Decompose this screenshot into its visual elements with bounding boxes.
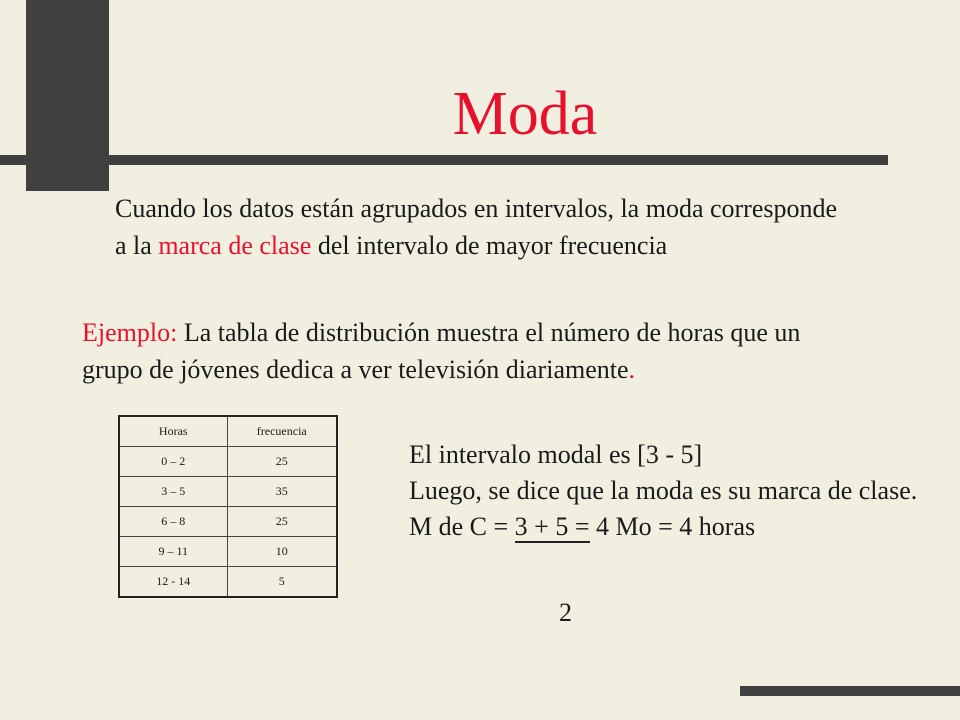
formula-prefix: M de C = bbox=[409, 512, 515, 541]
intro-text-start: Cuando los datos están agrupados en intervalos, la moda corresponde a la bbox=[115, 194, 838, 260]
decorative-rule bbox=[0, 155, 888, 165]
slide-title: Moda bbox=[452, 80, 598, 148]
intro-text-end: del intervalo de mayor frecuencia bbox=[311, 231, 668, 260]
table-cell-frecuencia: 5 bbox=[227, 567, 337, 598]
result-line-modal-interval: El intervalo modal es [3 - 5] bbox=[409, 440, 703, 469]
example-paragraph bbox=[82, 314, 862, 388]
decorative-corner-rule bbox=[740, 686, 960, 696]
table-cell-horas: 6 – 8 bbox=[119, 507, 227, 537]
distribution-table bbox=[118, 415, 338, 598]
header-frecuencia: frecuencia bbox=[227, 416, 337, 447]
intro-paragraph bbox=[115, 190, 855, 264]
table-cell-frecuencia: 25 bbox=[227, 447, 337, 477]
table-cell-horas: 12 - 14 bbox=[119, 567, 227, 598]
formula-numerator: 3 + 5 = bbox=[514, 512, 590, 541]
table-cell-horas: 3 – 5 bbox=[119, 477, 227, 507]
example-period: . bbox=[628, 355, 636, 384]
result-formula bbox=[409, 509, 949, 545]
example-text: La tabla de distribución muestra el número de horas que un grupo de jóvenes dedica a ver televisión diariamente bbox=[82, 318, 801, 384]
example-label: Ejemplo: bbox=[82, 318, 178, 347]
table-cell-frecuencia: 35 bbox=[227, 477, 337, 507]
table-row bbox=[119, 537, 337, 567]
table-header-row bbox=[119, 416, 337, 447]
table-cell-horas: 9 – 11 bbox=[119, 537, 227, 567]
table-cell-frecuencia: 10 bbox=[227, 537, 337, 567]
header-horas: Horas bbox=[119, 416, 227, 447]
table-row bbox=[119, 447, 337, 477]
result-line-conclusion: Luego, se dice que la moda es su marca de clase. bbox=[409, 476, 918, 505]
table-row bbox=[119, 507, 337, 537]
formula-denominator: 2 bbox=[559, 598, 572, 627]
table-row bbox=[119, 567, 337, 598]
table-row bbox=[119, 477, 337, 507]
table-cell-frecuencia: 25 bbox=[227, 507, 337, 537]
intro-highlight: marca de clase bbox=[158, 231, 312, 260]
table-cell-horas: 0 – 2 bbox=[119, 447, 227, 477]
result-block bbox=[409, 437, 949, 627]
formula-result: 4 Mo = 4 horas bbox=[589, 512, 756, 541]
